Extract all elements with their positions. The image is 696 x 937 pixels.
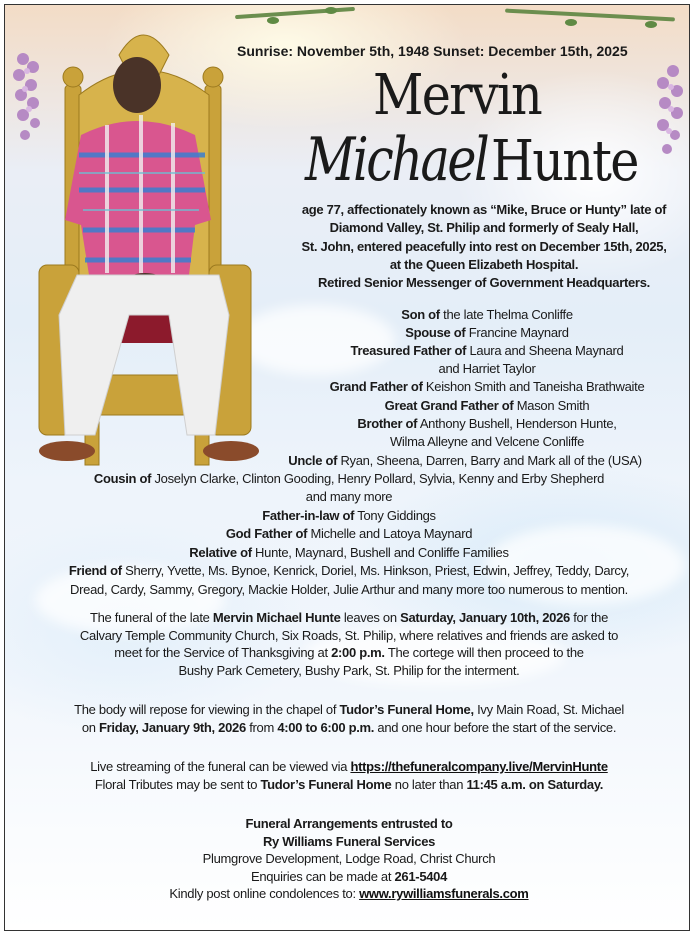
relation-father-cont: and Harriet Taylor xyxy=(438,361,536,376)
name-first: Mervin xyxy=(373,63,541,128)
leaf-icon xyxy=(645,21,657,28)
intro-line: age 77, affectionately known as “Mike, Bruce or Hunty” late of xyxy=(301,202,667,217)
livestream-link[interactable]: https://thefuneralcompany.live/MervinHunte xyxy=(350,759,608,774)
relation-cousin: Cousin of Joselyn Clarke, Clinton Gooding, Henry Pollard, Sylvia, Kenny and Erby Shepherd xyxy=(93,471,605,486)
leaf-icon xyxy=(325,7,337,14)
funeral-service-name: Ry Williams Funeral Services xyxy=(262,833,436,849)
intro-line: Diamond Valley, St. Philip and formerly of Sealy Hall, xyxy=(329,220,639,236)
arrangements-heading: Funeral Arrangements entrusted to xyxy=(245,816,453,831)
vine-decoration xyxy=(505,9,675,22)
viewing-paragraph: The body will repose for viewing in the chapel of Tudor’s Funeral Home, Ivy Main Road, St. Michael on Friday, January 9th, 2026 from 4:00 to 6:00 p.m. and one hour before the start of the service. xyxy=(74,702,624,735)
left-shoe xyxy=(39,441,95,461)
relation-cousin-cont: and many more xyxy=(305,489,393,504)
intro-line: Retired Senior Messenger of Government Headquarters. xyxy=(318,275,650,291)
relation-relative: Relative of Hunte, Maynard, Bushell and Conliffe Families xyxy=(189,545,509,560)
intro-line: St. John, entered peacefully into rest on December 15th, 2025, xyxy=(301,238,667,254)
condolences-link[interactable]: www.rywilliamsfunerals.com xyxy=(359,886,529,901)
relation-brother: Brother of Anthony Bushell, Henderson Hunte, xyxy=(357,416,617,431)
arrangements-block: Funeral Arrangements entrusted to Ry Williams Funeral Services Plumgrove Development, Lodge Road, Christ Church Enquiries can be made at 261-5404 Kindly post online condolences to: www.rywilliamsfunerals.com xyxy=(19,815,679,903)
obituary-card xyxy=(4,4,690,931)
lilac-flower-right-icon xyxy=(645,59,690,169)
plaid-shirt xyxy=(65,115,211,275)
leaf-icon xyxy=(565,19,577,26)
funeral-paragraph: The funeral of the late Mervin Michael Hunte leaves on Saturday, January 10th, 2026 for the Calvary Temple Community Church, Six Roads, St. Philip, where relatives and friends are asked to meet for the Service of Thanksgiving at 2:00 p.m. The cortege will then proceed to the Bushy Park Cemetery, Bushy Park, St. Philip for the interment. xyxy=(79,610,619,678)
portrait-photo xyxy=(19,15,279,480)
head xyxy=(113,57,161,113)
intro-paragraph xyxy=(283,201,685,292)
relation-father-in-law: Father-in-law of Tony Giddings xyxy=(262,508,436,523)
relation-uncle: Uncle of Ryan, Sheena, Darren, Barry and Mark all of the (USA) xyxy=(288,453,642,468)
relation-brother-cont: Wilma Alleyne and Velcene Conliffe xyxy=(389,434,585,449)
relation-godfather: God Father of Michelle and Latoya Maynard xyxy=(225,526,473,541)
life-dates: Sunrise: November 5th, 1948 Sunset: December 15th, 2025 xyxy=(237,43,628,59)
name-middle: Michael xyxy=(305,125,488,195)
relation-father: Treasured Father of Laura and Sheena Maynard xyxy=(350,343,624,358)
funeral-service-address: Plumgrove Development, Lodge Road, Christ Church xyxy=(202,851,496,866)
relation-great-grandfather: Great Grand Father of Mason Smith xyxy=(384,398,590,413)
name-last: Hunte xyxy=(491,129,638,194)
enquiries-phone: 261-5404 xyxy=(394,868,448,884)
relation-spouse: Spouse of Francine Maynard xyxy=(405,325,569,340)
intro-line: at the Queen Elizabeth Hospital. xyxy=(389,256,579,272)
relation-friend-cont: Dread, Cardy, Sammy, Gregory, Mackie Holder, Julie Arthur and many more too numerous to mention. xyxy=(70,582,628,597)
relation-son: Son of the late Thelma Conliffe xyxy=(401,307,573,322)
relation-grandfather: Grand Father of Keishon Smith and Taneisha Brathwaite xyxy=(329,379,645,394)
relation-friend: Friend of Sherry, Yvette, Ms. Bynoe, Kenrick, Doriel, Ms. Hinkson, Priest, Edwin, Jeffrey, Teddy, Darcy, xyxy=(68,563,630,578)
livestream-paragraph: Live streaming of the funeral can be viewed via https://thefuneralcompany.live/MervinHunte Floral Tributes may be sent to Tudor’s Funeral Home no later than 11:45 a.m. on Saturday. xyxy=(90,759,608,792)
